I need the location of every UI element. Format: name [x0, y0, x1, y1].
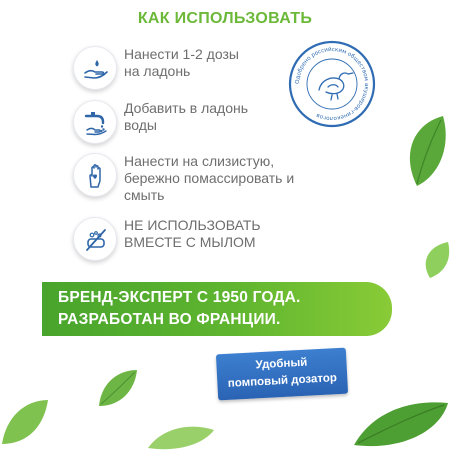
hand-dose-icon [82, 55, 110, 83]
step-line: смыть [124, 187, 165, 203]
step-icon-circle [73, 217, 117, 261]
faucet-water-icon [82, 109, 110, 137]
step-line: воды [124, 117, 157, 133]
step-icon-circle [73, 153, 117, 197]
step-line: ВМЕСТЕ С МЫЛОМ [124, 234, 256, 250]
step-line: Нанести 1-2 дозы [124, 46, 239, 62]
hand-gesture-icon [82, 162, 110, 190]
step-line: Добавить в ладонь [124, 100, 249, 116]
step-no-soap [73, 217, 373, 261]
mint-leaf-icon [146, 420, 216, 450]
brand-banner [42, 282, 392, 336]
step-icon-circle [73, 100, 117, 144]
badge-line: Удобный [255, 356, 308, 372]
approval-seal [288, 40, 376, 128]
step-line: Нанести на слизистую, [124, 153, 275, 169]
banner-line: РАЗРАБОТАН ВО ФРАНЦИИ. [58, 311, 281, 328]
pump-dispenser-badge [216, 348, 348, 401]
mint-leaf-icon [395, 112, 450, 192]
mint-leaf-icon [95, 366, 141, 412]
step-text [124, 217, 364, 251]
banner-line: БРЕНД-ЭКСПЕРТ С 1950 ГОДА. [58, 289, 301, 306]
seal-text: Одобрено российским обществом акушеров-гинекологов [294, 46, 370, 122]
no-soap-icon [82, 226, 110, 254]
step-icon-circle [73, 46, 117, 90]
step-apply-rinse [73, 153, 373, 203]
page-title: КАК ИСПОЛЬЗОВАТЬ [137, 10, 313, 27]
badge-line: помповый дозатор [227, 372, 338, 390]
mint-leaf-icon [0, 392, 50, 450]
step-line: на ладонь [124, 63, 191, 79]
step-text [124, 153, 364, 204]
step-line: НЕ ИСПОЛЬЗОВАТЬ [124, 217, 261, 233]
mint-leaf-icon [350, 395, 450, 450]
step-line: бережно помассировать и [124, 170, 295, 186]
mint-leaf-icon [418, 236, 450, 280]
